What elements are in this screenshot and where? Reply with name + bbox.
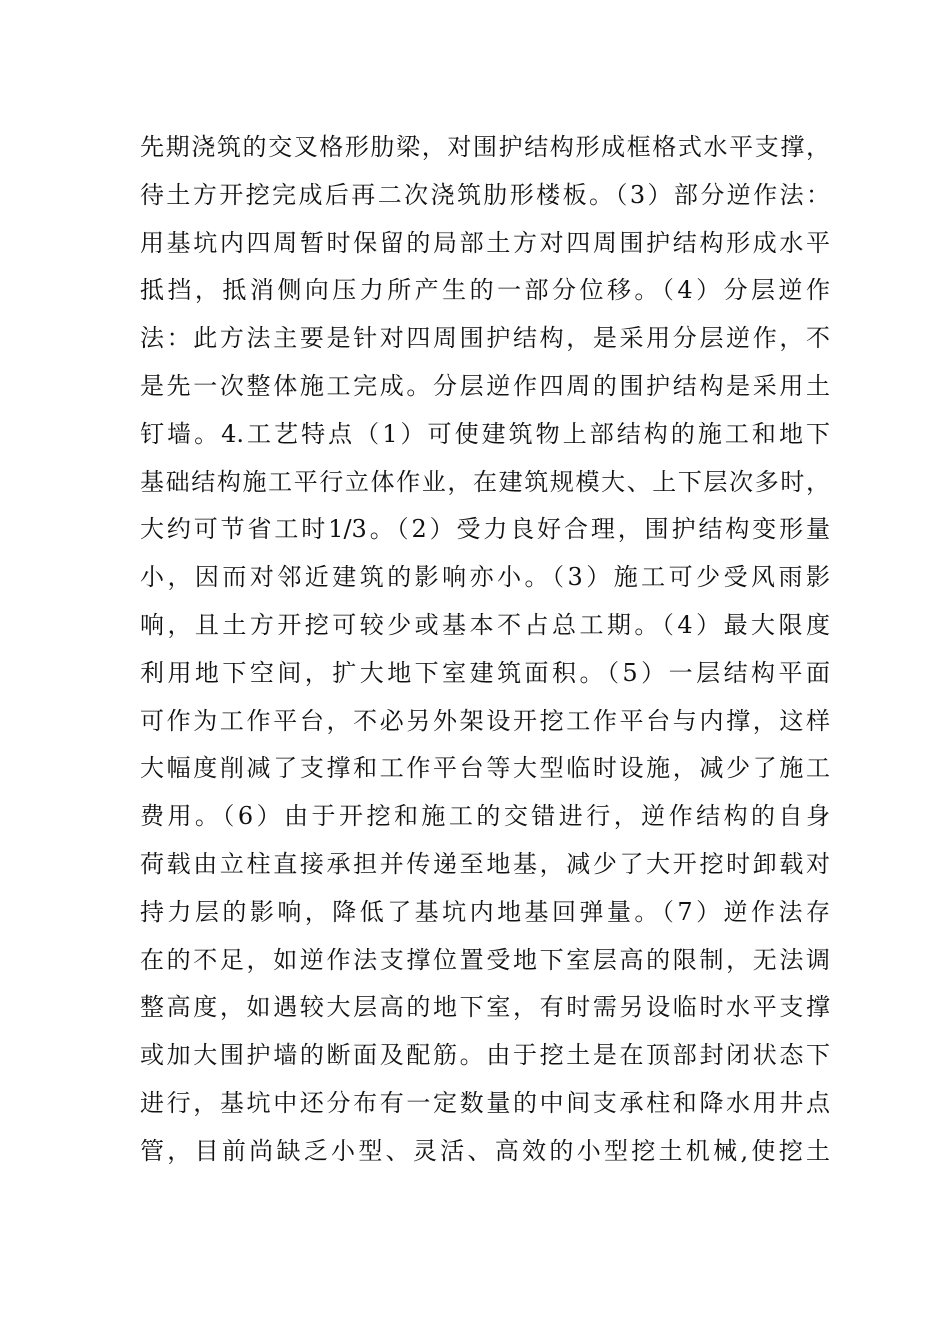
text-line: 先期浇筑的交叉格形肋梁，对围护结构形成框格式水平支撑， xyxy=(140,133,830,161)
text-line: 钉墙。4.工艺特点（1）可使建筑物上部结构的施工和地下 xyxy=(140,419,830,448)
text-line: 在的不足，如逆作法支撑位置受地下室层高的限制，无法调 xyxy=(140,945,830,974)
text-line: 费用。（6）由于开挖和施工的交错进行，逆作结构的自身 xyxy=(140,802,830,831)
text-line: 大约可节省工时1/3。（2）受力良好合理，围护结构变形量 xyxy=(140,515,830,544)
text-line: 进行，基坑中还分布有一定数量的中间支承柱和降水用井点 xyxy=(140,1088,830,1117)
text-line: 大幅度削减了支撑和工作平台等大型临时设施，减少了施工 xyxy=(140,754,830,783)
body-text xyxy=(140,124,830,1176)
text-line: 用基坑内四周暂时保留的局部土方对四周围护结构形成水平 xyxy=(140,228,830,257)
text-line: 响，且土方开挖可较少或基本不占总工期。（4）最大限度 xyxy=(140,610,830,639)
text-line: 或加大围护墙的断面及配筋。由于挖土是在顶部封闭状态下 xyxy=(140,1041,830,1070)
text-line: 小，因而对邻近建筑的影响亦小。（3）施工可少受风雨影 xyxy=(140,563,830,592)
text-line: 是先一次整体施工完成。分层逆作四周的围护结构是采用土 xyxy=(140,371,830,400)
text-line: 荷载由立柱直接承担并传递至地基，减少了大开挖时卸载对 xyxy=(140,849,830,878)
text-line: 管，目前尚缺乏小型、灵活、高效的小型挖土机械,使挖土 xyxy=(140,1136,830,1165)
text-line: 待土方开挖完成后再二次浇筑肋形楼板。（3）部分逆作法： xyxy=(140,180,830,209)
text-line: 利用地下空间，扩大地下室建筑面积。（5）一层结构平面 xyxy=(140,658,830,687)
text-line: 基础结构施工平行立体作业，在建筑规模大、上下层次多时， xyxy=(140,467,830,496)
text-line: 抵挡，抵消侧向压力所产生的一部分位移。（4）分层逆作 xyxy=(140,276,830,305)
text-line: 法：此方法主要是针对四周围护结构，是采用分层逆作，不 xyxy=(140,324,830,353)
text-line: 整高度，如遇较大层高的地下室，有时需另设临时水平支撑 xyxy=(140,993,830,1022)
text-line: 持力层的影响，降低了基坑内地基回弹量。（7）逆作法存 xyxy=(140,897,830,926)
text-line: 可作为工作平台，不必另外架设开挖工作平台与内撑，这样 xyxy=(140,706,830,735)
